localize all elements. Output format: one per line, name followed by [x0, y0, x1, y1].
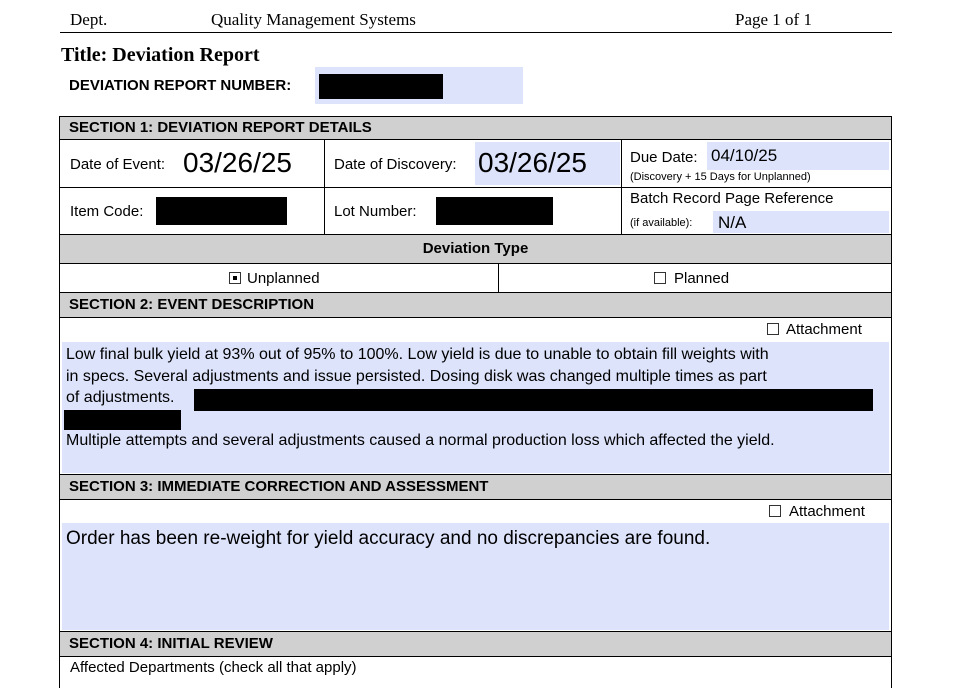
- date-of-event-label: Date of Event:: [70, 156, 166, 173]
- affected-departments-label: Affected Departments (check all that apply): [70, 659, 357, 676]
- section2-attachment-label: Attachment: [786, 321, 862, 338]
- date-of-event-value[interactable]: 03/26/25: [183, 147, 292, 178]
- section4-heading: SECTION 4: INITIAL REVIEW: [60, 631, 891, 657]
- correction-assessment-text: Order has been re-weight for yield accuracy and no discrepancies are found.: [66, 528, 711, 549]
- section3-attachment-checkbox[interactable]: [769, 505, 781, 517]
- section2-heading: SECTION 2: EVENT DESCRIPTION: [60, 292, 891, 318]
- due-date-label: Due Date:: [630, 149, 698, 166]
- event-description-line-2: in specs. Several adjustments and issue persisted. Dosing disk was changed multiple times as part: [66, 368, 767, 385]
- section1-heading: SECTION 1: DEVIATION REPORT DETAILS: [60, 116, 891, 140]
- unplanned-label: Unplanned: [247, 270, 320, 287]
- section3-attachment-label: Attachment: [789, 503, 865, 520]
- section3-heading: SECTION 3: IMMEDIATE CORRECTION AND ASSESSMENT: [60, 474, 891, 500]
- due-date-note: (Discovery + 15 Days for Unplanned): [630, 171, 811, 183]
- dept-label: Dept.: [70, 10, 108, 29]
- event-description-last-line: Multiple attempts and several adjustments caused a normal production loss which affected the yield.: [66, 432, 775, 449]
- redacted-event-text-2: [64, 410, 181, 430]
- department-name: Quality Management Systems: [211, 10, 416, 29]
- deviation-type-divider: [498, 264, 499, 292]
- planned-checkbox[interactable]: [654, 272, 666, 284]
- deviation-type-heading: Deviation Type: [60, 234, 891, 264]
- unplanned-checkbox[interactable]: [229, 272, 241, 284]
- page-title: Title: Deviation Report: [61, 44, 260, 66]
- page-indicator: Page 1 of 1: [735, 10, 812, 29]
- redacted-lot-number: [436, 197, 553, 225]
- batch-ref-note: (if available):: [630, 217, 693, 229]
- lot-number-label: Lot Number:: [334, 203, 417, 220]
- item-code-label: Item Code:: [70, 203, 144, 220]
- header-rule: [60, 32, 892, 33]
- row-divider: [60, 187, 891, 188]
- redacted-report-number: [319, 74, 443, 99]
- event-description-line-1: Low final bulk yield at 93% out of 95% to 100%. Low yield is due to unable to obtain fill weights with: [66, 346, 769, 363]
- date-of-discovery-label: Date of Discovery:: [334, 156, 457, 173]
- redacted-item-code: [156, 197, 287, 225]
- event-description-line-3: of adjustments.: [66, 389, 175, 406]
- batch-ref-label: Batch Record Page Reference: [630, 190, 834, 207]
- report-number-label: DEVIATION REPORT NUMBER:: [69, 77, 292, 94]
- section2-attachment-checkbox[interactable]: [767, 323, 779, 335]
- batch-ref-value[interactable]: N/A: [718, 213, 747, 232]
- redacted-event-text-1: [194, 389, 873, 411]
- date-of-discovery-value[interactable]: 03/26/25: [478, 147, 587, 178]
- due-date-value[interactable]: 04/10/25: [711, 146, 778, 165]
- planned-label: Planned: [674, 270, 730, 287]
